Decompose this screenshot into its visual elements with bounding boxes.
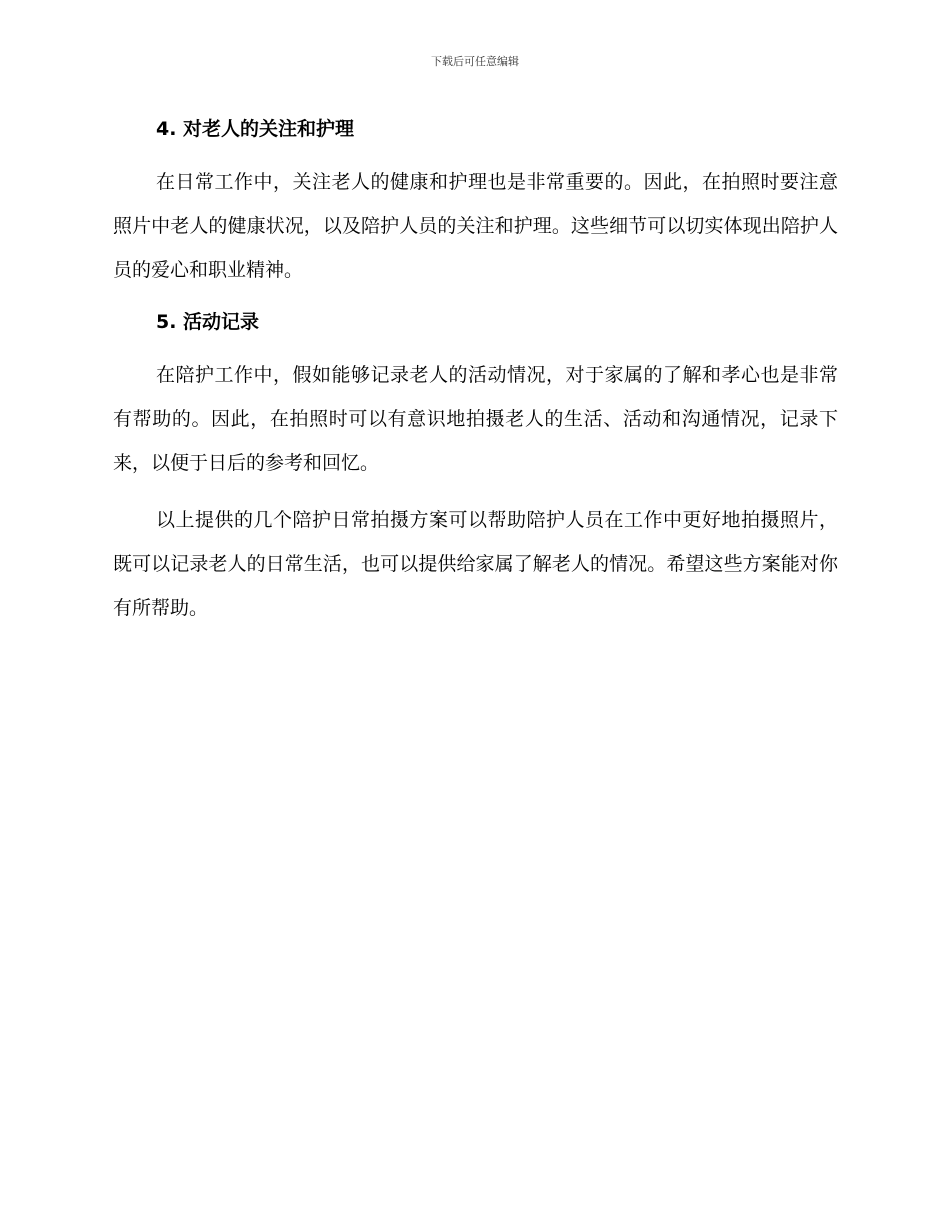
section-heading: 4. 对老人的关注和护理 bbox=[156, 118, 355, 140]
body-paragraph: 在日常工作中，关注老人的健康和护理也是非常重要的。因此，在拍照时要注意照片中老人的健康状况，以及陪护人员的关注和护理。这些细节可以切实体现出陪护人员的爱心和职业精神。 bbox=[113, 171, 838, 281]
document-body bbox=[113, 112, 838, 630]
page-header: 下载后可任意编辑 bbox=[431, 55, 519, 68]
section-heading: 5. 活动记录 bbox=[156, 311, 260, 333]
section-elderly-care bbox=[113, 112, 838, 292]
section-activity-record bbox=[113, 305, 838, 630]
closing-paragraph: 以上提供的几个陪护日常拍摄方案可以帮助陪护人员在工作中更好地拍摄照片，既可以记录老人的日常生活，也可以提供给家属了解老人的情况。希望这些方案能对你有所帮助。 bbox=[113, 509, 838, 619]
body-paragraph: 在陪护工作中，假如能够记录老人的活动情况，对于家属的了解和孝心也是非常有帮助的。因此，在拍照时可以有意识地拍摄老人的生活、活动和沟通情况，记录下来，以便于日后的参考和回忆。 bbox=[113, 364, 838, 474]
